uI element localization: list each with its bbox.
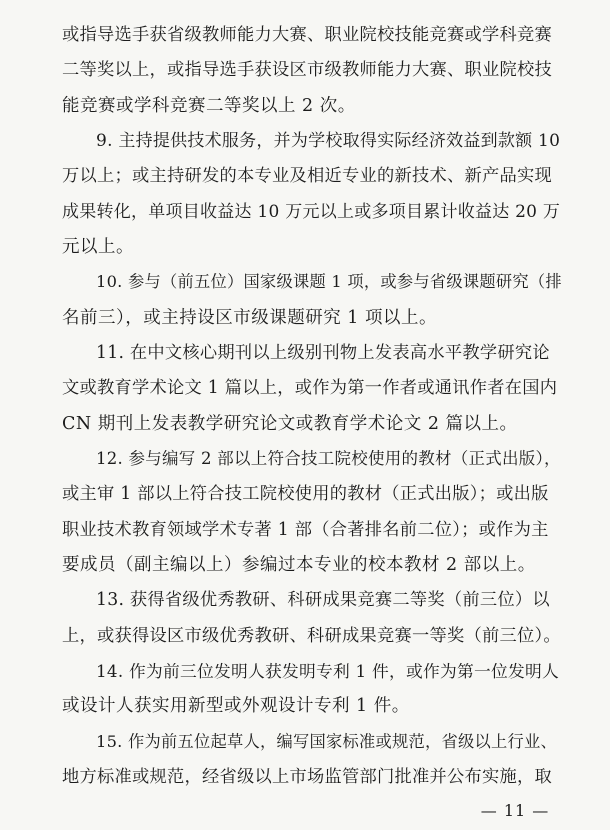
item-12-line-4: 要成员（副主编以上）参编过本专业的校本教材 2 部以上。: [62, 555, 536, 575]
item-9-line-1: 9. 主持提供技术服务，并为学校取得实际经济效益到款额 10: [96, 131, 561, 151]
item-15-line-2: 地方标准或规范，经省级以上市场监管部门批准并公布实施，取: [62, 767, 553, 787]
item-12-line-3: 职业技术教育领域学术专著 1 部（合著排名前二位）；或作为主: [62, 520, 549, 540]
item-10-line-1: 10. 参与（前五位）国家级课题 1 项，或参与省级课题研究（排: [96, 272, 562, 291]
item-14-line-2: 或设计人获实用新型或外观设计专利 1 件。: [62, 696, 410, 716]
item-14-line-1: 14. 作为前三位发明人获发明专利 1 件，或作为第一位发明人: [96, 661, 560, 681]
text-line-2: 二等奖以上，或指导选手获设区市级教师能力大赛、职业院校技: [62, 60, 553, 80]
item-9-line-3: 成果转化，单项目收益达 10 万元以上或多项目累计收益达 20 万: [62, 202, 561, 222]
page-number: — 11 —: [480, 801, 550, 820]
item-9-line-4: 元以上。: [62, 237, 134, 257]
item-12-line-2: 或主审 1 部以上符合技工院校使用的教材（正式出版）；或出版: [62, 484, 549, 504]
item-11-line-3: CN 期刊上发表教学研究论文或教育学术论文 2 篇以上。: [62, 414, 518, 434]
item-10-line-2: 名前三），或主持设区市级课题研究 1 项以上。: [62, 308, 438, 328]
item-13-line-1: 13. 获得省级优秀教研、科研成果竞赛二等奖（前三位）以: [96, 590, 550, 610]
item-12-line-1: 12. 参与编写 2 部以上符合技工院校使用的教材（正式出版），: [96, 449, 561, 468]
item-15-line-1: 15. 作为前五位起草人，编写国家标准或规范，省级以上行业、: [96, 732, 558, 751]
item-9-line-2: 万以上；或主持研发的本专业及相近专业的新技术、新产品实现: [62, 166, 553, 186]
item-11-line-2: 文或教育学术论文 1 篇以上，或作为第一作者或通讯作者在国内: [62, 378, 558, 398]
item-11-line-1: 11. 在中文核心期刊以上级别刊物上发表高水平教学研究论: [96, 343, 550, 363]
item-13-line-2: 上，或获得设区市级优秀教研、科研成果竞赛一等奖（前三位）。: [62, 626, 561, 646]
text-line-3: 能竞赛或学科竞赛二等奖以上 2 次。: [62, 96, 356, 116]
text-line-1: 或指导选手获省级教师能力大赛、职业院校技能竞赛或学科竞赛: [62, 25, 553, 45]
